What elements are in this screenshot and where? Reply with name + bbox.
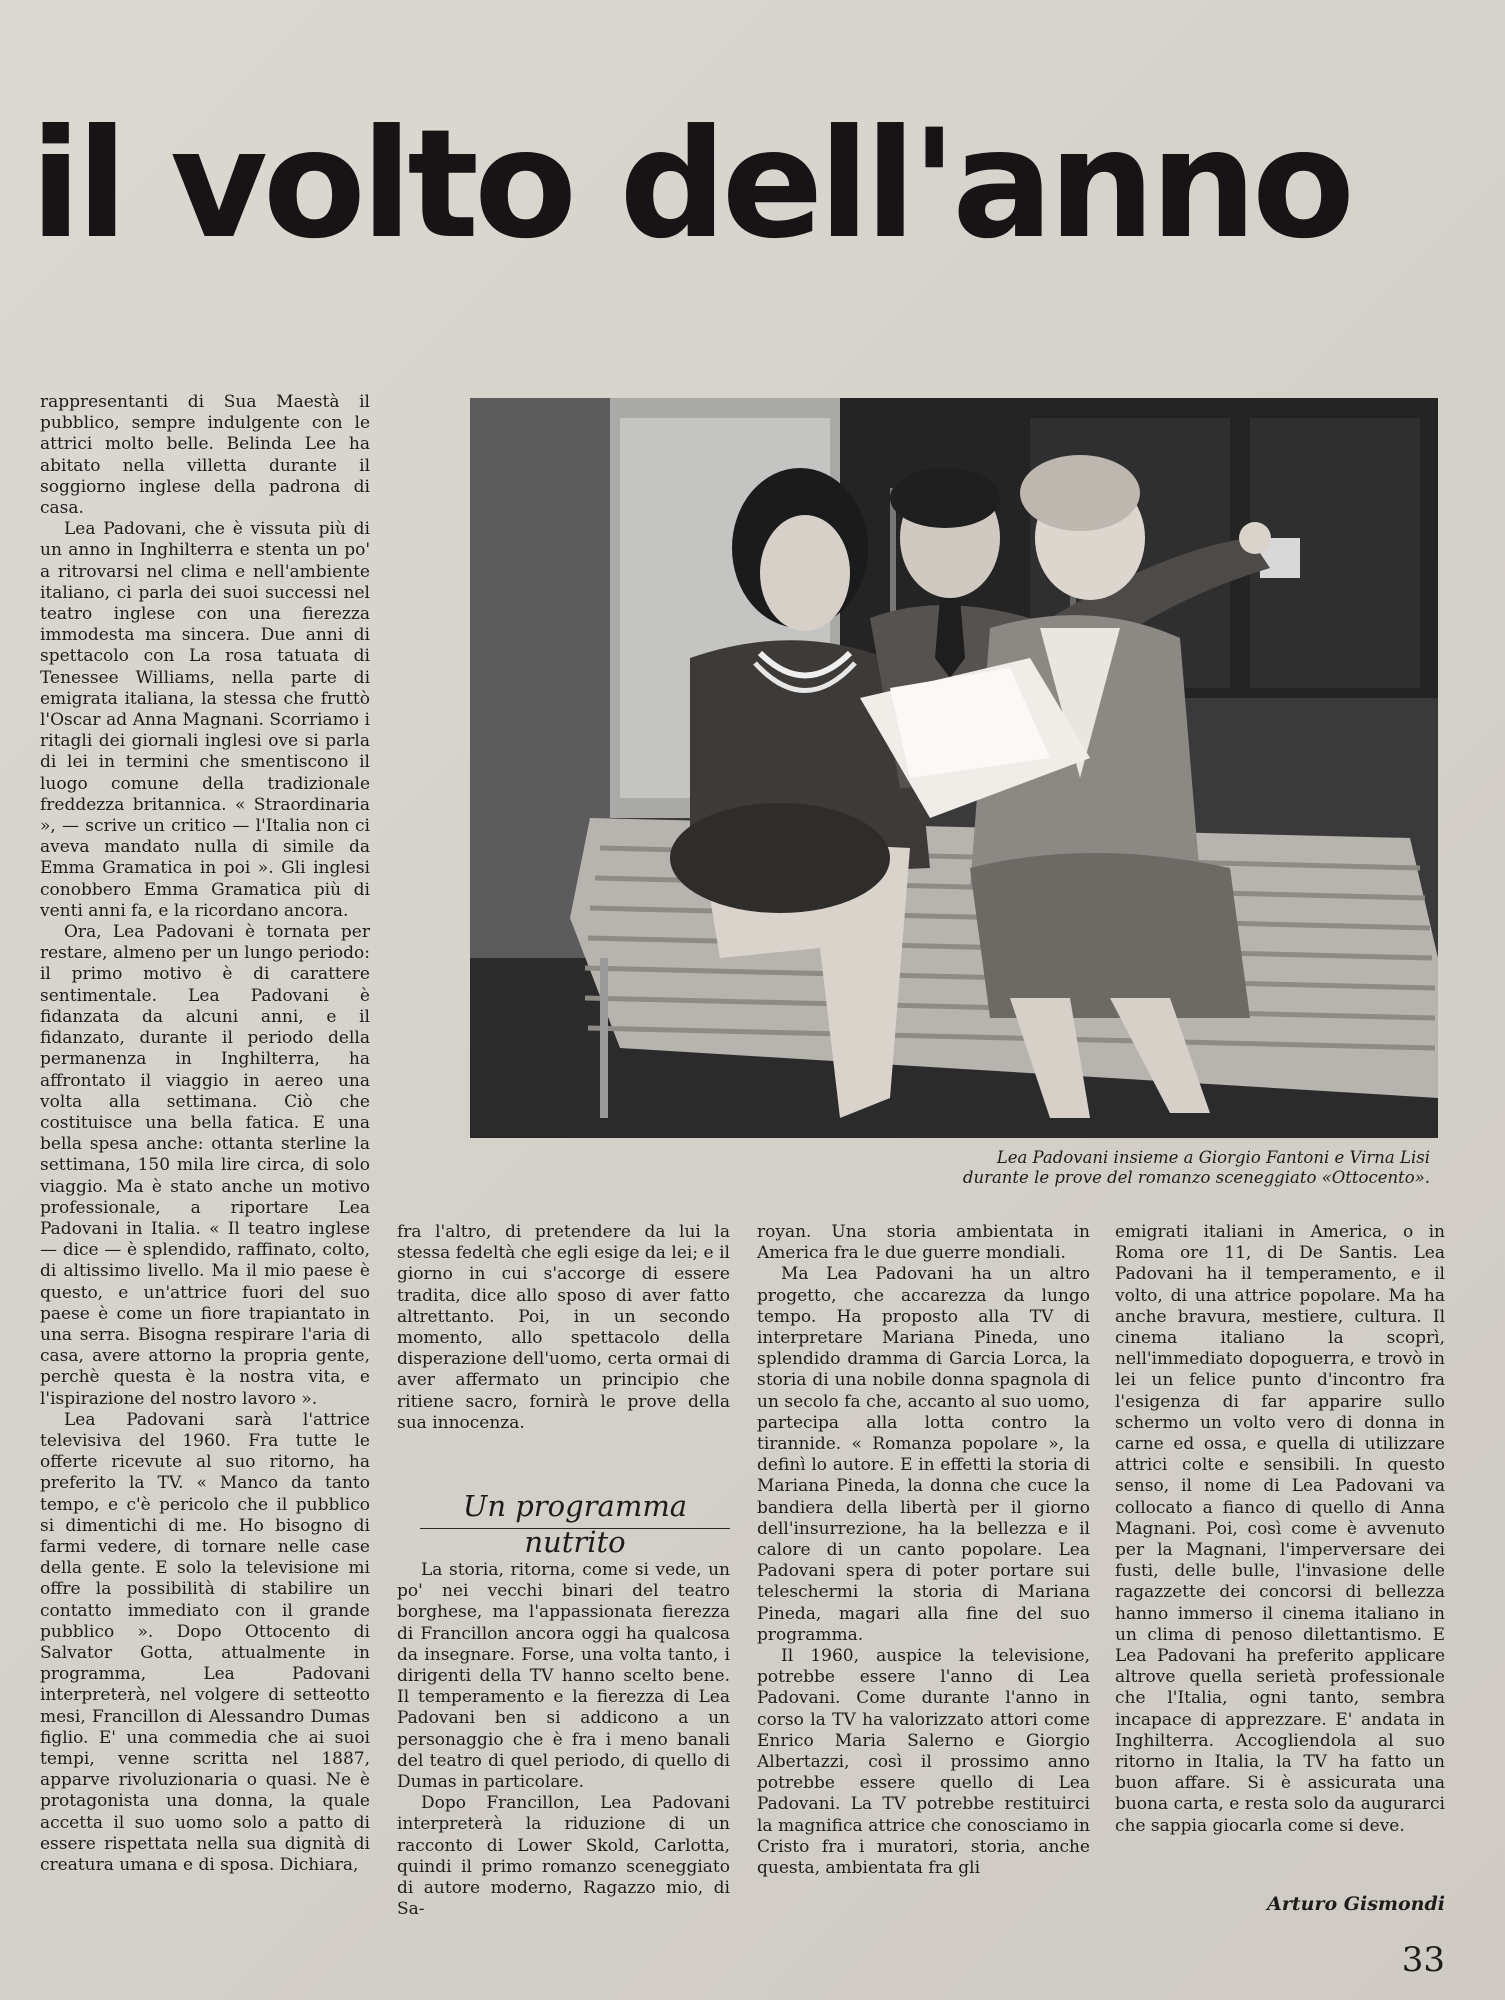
article-title: il volto dell'anno xyxy=(30,98,1350,272)
page-number: 33 xyxy=(1401,1940,1445,1980)
caption-line-1: Lea Padovani insieme a Giorgio Fantoni e Virna Lisi xyxy=(996,1148,1430,1167)
paragraph: Ma Lea Padovani ha un altro progetto, che accarezza da lungo tempo. Ha proposto alla TV di interpretare Mariana Pineda, uno splendido dramma di Garcia Lorca, la storia di una nobile donna spagnola di un secolo fa che, accanto al suo uomo, partecipa alla lotta contro la tirannide. « Romanza popolare », la definì lo autore. E in effetti la storia di Mariana Pineda, la donna che cuce la bandiera della libertà per il giorno dell'insurrezione, ha la bellezza e il calore di un canto popolare. Lea Padovani spera di poter portare sui teleschermi la storia di Mariana Pineda, magari alla fine del suo programma. xyxy=(757,1264,1090,1645)
paragraph: La storia, ritorna, come si vede, un po' nei vecchi binari del teatro borghese, ma l'appassionata fierezza di Francillon ancora oggi ha qualcosa da insegnare. Forse, una volta tanto, i dirigenti della TV hanno scelto bene. Il temperamento e la fierezza di Lea Padovani ben si addicono a un personaggio che è fra i meno banali del teatro di quel periodo, di quello di Dumas in particolare. xyxy=(397,1560,730,1793)
text-column-2 xyxy=(397,1222,730,1442)
paragraph: Lea Padovani sarà l'attrice televisiva del 1960. Fra tutte le offerte ricevute al suo ritorno, ha preferito la TV. « Manco da tanto tempo, e c'è pericolo che il pubblico si dimentichi di me. Ho bisogno di farmi vedere, di tornare nelle case della gente. E solo la televisione mi offre la possibilità di stabilire un contatto immediato con il grande pubblico ». Dopo Ottocento di Salvator Gotta, attualmente in programma, Lea Padovani interpreterà, nel volgere di setteotto mesi, Francillon di Alessandro Dumas figlio. E' una commedia che ai suoi tempi, venne scritta nel 1887, apparve rivoluzionaria o quasi. Ne è protagonista una donna, la quale accetta il suo uomo solo a patto di essere rispettata nella sua dignità di creatura umana e di sposa. Dichiara, xyxy=(40,1409,370,1876)
paragraph: royan. Una storia ambientata in America fra le due guerre mondiali. xyxy=(757,1222,1090,1264)
text-column-2-continued xyxy=(397,1560,730,1940)
text-column-3 xyxy=(757,1222,1090,1942)
paragraph: Lea Padovani, che è vissuta più di un anno in Inghilterra e stenta un po' a ritrovarsi nel clima e nell'ambiente italiano, ci parla dei suoi successi nel teatro inglese con una fierezza immodesta ma sincera. Due anni di spettacolo con La rosa tatuata di Tenessee Williams, nella parte di emigrata italiana, la stessa che fruttò l'Oscar ad Anna Magnani. Scorriamo i ritagli dei giornali inglesi ove si parla di lei in termini che smentiscono il luogo comune della tradizionale freddezza britannica. « Straordinaria », — scrive un critico — l'Italia non ci aveva mandato nulla di simile da Emma Gramatica in poi ». Gli inglesi conobbero Emma Gramatica più di venti anni fa, e la ricordano ancora. xyxy=(40,519,370,921)
caption-line-2: durante le prove del romanzo sceneggiato «Ottocento». xyxy=(962,1168,1430,1187)
author-signature: Arturo Gismondi xyxy=(1267,1893,1445,1915)
paragraph: fra l'altro, di pretendere da lui la stessa fedeltà che egli esige da lei; e il giorno in cui s'accorge di essere tradita, dice allo sposo di aver fatto altrettanto. Poi, in un secondo momento, allo spettacolo della disperazione dell'uomo, certa ormai di aver affermato un principio che ritiene sacro, fornirà le prove della sua innocenza. xyxy=(397,1222,730,1433)
paragraph: Il 1960, auspice la televisione, potrebbe essere l'anno di Lea Padovani. Come durante l'anno in corso la TV ha valorizzato attori come Enrico Maria Salerno e Giorgio Albertazzi, così il prossimo anno potrebbe essere quello di Lea Padovani. La TV potrebbe restituirci la magnifica attrice che conosciamo in Cristo fra i muratori, storia, anche questa, ambientata fra gli xyxy=(757,1646,1090,1879)
paragraph: emigrati italiani in America, o in Roma ore 11, di De Santis. Lea Padovani ha il temperamento, e il volto, di una attrice popolare. Ma ha anche bravura, mestiere, cultura. Il cinema italiano la scoprì, nell'immediato dopoguerra, e trovò in lei un felice punto d'incontro fra l'esigenza di far apparire sullo schermo un volto vero di donna in carne ed ossa, e quella di utilizzare attrici colte e sensibili. In questo senso, il nome di Lea Padovani va collocato a fianco di quello di Anna Magnani. Poi, così come è avvenuto per la Magnani, l'imperversare dei fusti, delle bulle, l'invasione delle ragazzette dei concorsi di bellezza hanno immerso il cinema italiano in un clima di penoso dilettantismo. E Lea Padovani ha preferito applicare altrove quella serietà professionale che l'Italia, ogni tanto, sembra incapace di apprezzare. E' andata in Inghilterra. Accogliendola al suo ritorno in Italia, la TV ha fatto un buon affare. Si è assicurata una buona carta, e resta solo da augurarci che sappia giocarla come si deve. xyxy=(1115,1222,1445,1836)
paragraph: Ora, Lea Padovani è tornata per restare, almeno per un lungo periodo: il primo motivo è di carattere sentimentale. Lea Padovani è fidanzata da alcuni anni, e il fidanzato, durante il periodo della permanenza in Inghilterra, ha affrontato il viaggio in aereo una volta alla settimana. Ciò che costituisce una bella fatica. E una bella spesa anche: ottanta sterline la settimana, 150 mila lire circa, di solo viaggio. Ma è stato anche un motivo professionale, a riportare Lea Padovani in Italia. « Il teatro inglese — dice — è splendido, raffinato, colto, di altissimo livello. Ma il mio paese è questo, e un'attrice fuori del suo paese è come un fiore trapiantato in una serra. Bisogna respirare l'aria di casa, avere attorno la propria gente, perchè questa è la nostra vita, e l'ispirazione del nostro lavoro ». xyxy=(40,922,370,1409)
photo-illustration xyxy=(470,398,1438,1138)
text-column-4 xyxy=(1115,1222,1445,1887)
text-column-1 xyxy=(40,392,370,1937)
paragraph: rappresentanti di Sua Maestà il pubblico, sempre indulgente con le attrici molto belle. Belinda Lee ha abitato nella villetta durante il soggiorno inglese della padrona di casa. xyxy=(40,392,370,519)
section-subheading: Un programma nutrito xyxy=(420,1488,730,1529)
photo-caption xyxy=(760,1148,1430,1198)
article-photo xyxy=(470,398,1438,1138)
paragraph: Dopo Francillon, Lea Padovani interpreterà la riduzione di un racconto di Lower Skold, Carlotta, quindi il primo romanzo sceneggiato di autore moderno, Ragazzo mio, di Sa- xyxy=(397,1793,730,1920)
